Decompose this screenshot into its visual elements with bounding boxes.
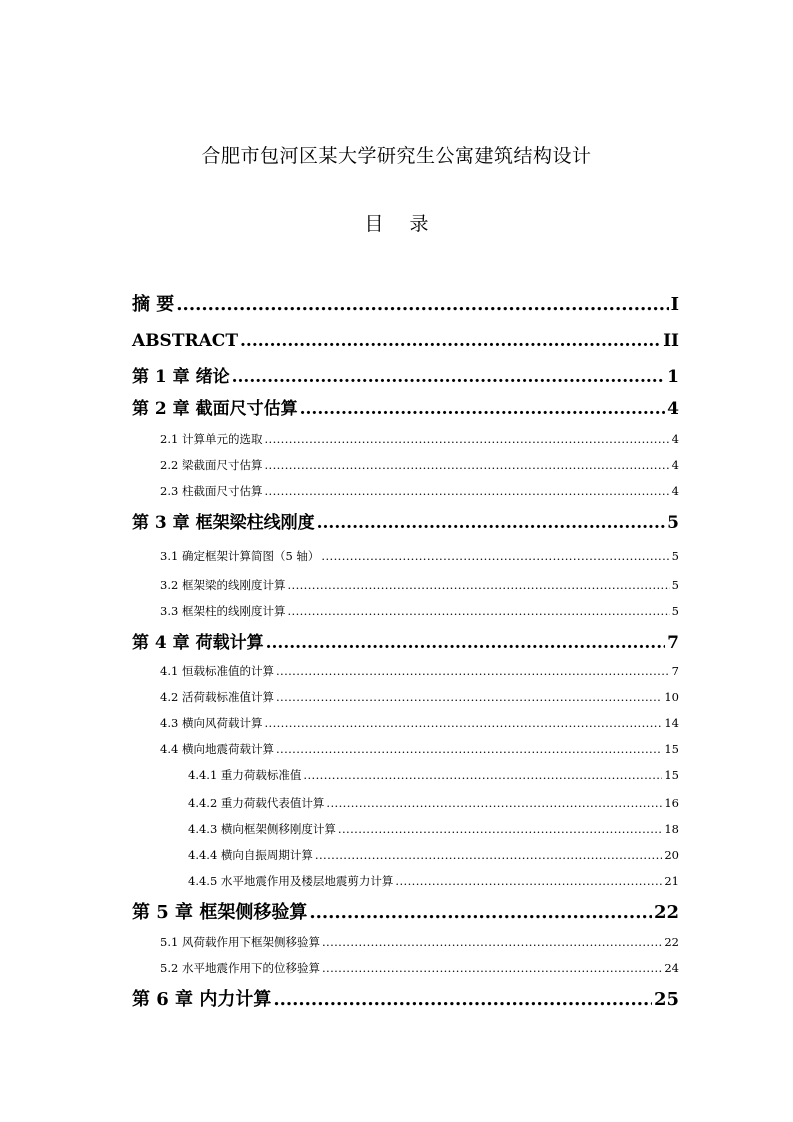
dot-leader bbox=[273, 988, 652, 1012]
toc-entry-page: 1 bbox=[667, 367, 679, 387]
toc-entry-chapter-5[interactable] bbox=[132, 901, 679, 925]
toc-entry-label: 第 6 章 内力计算 bbox=[132, 989, 272, 1010]
toc-entry-page: 4 bbox=[671, 484, 679, 498]
toc-entry-label: 第 3 章 框架梁柱线刚度 bbox=[132, 513, 315, 533]
toc-entry-abstract-cn[interactable] bbox=[132, 293, 679, 317]
dot-leader bbox=[266, 631, 666, 655]
toc-entry-label: 5.2 水平地震作用下的位移验算 bbox=[160, 961, 320, 975]
toc-entry-label: 第 1 章 绪论 bbox=[132, 367, 230, 387]
toc-entry-chapter-3[interactable] bbox=[132, 511, 679, 535]
dot-leader bbox=[315, 846, 662, 864]
dot-leader bbox=[300, 397, 666, 421]
toc-entry-page: II bbox=[663, 331, 679, 351]
dot-leader bbox=[264, 430, 669, 448]
toc-entry-4-4-5[interactable] bbox=[188, 872, 679, 890]
dot-leader bbox=[322, 933, 662, 951]
toc-entry-page: 4 bbox=[667, 399, 679, 419]
dot-leader bbox=[322, 959, 662, 977]
dot-leader bbox=[395, 872, 662, 890]
toc-entry-4-4[interactable] bbox=[160, 740, 679, 758]
toc-entry-page: 5 bbox=[671, 604, 679, 618]
toc-entry-page: 20 bbox=[664, 848, 679, 862]
toc-entry-label: 第 5 章 框架侧移验算 bbox=[132, 902, 308, 923]
toc-entry-page: 18 bbox=[664, 822, 679, 836]
toc-entry-4-2[interactable] bbox=[160, 688, 679, 706]
toc-entry-4-4-3[interactable] bbox=[188, 820, 679, 838]
toc-entry-4-3[interactable] bbox=[160, 714, 679, 732]
toc-entry-page: 7 bbox=[667, 633, 679, 653]
toc-entry-2-2[interactable] bbox=[160, 456, 679, 474]
dot-leader bbox=[303, 766, 662, 784]
toc-entry-3-2[interactable] bbox=[160, 576, 679, 594]
dot-leader bbox=[240, 329, 661, 353]
toc-entry-4-4-2[interactable] bbox=[188, 794, 679, 812]
toc-entry-3-3[interactable] bbox=[160, 602, 679, 620]
toc-heading: 目录 bbox=[364, 213, 455, 235]
toc-entry-label: 2.2 梁截面尺寸估算 bbox=[160, 458, 263, 472]
toc-entry-label: 5.1 风荷载作用下框架侧移验算 bbox=[160, 935, 320, 949]
toc-entry-page: 4 bbox=[671, 458, 679, 472]
toc-entry-label: 4.4.4 横向自振周期计算 bbox=[188, 848, 313, 862]
toc-entry-5-1[interactable] bbox=[160, 933, 679, 951]
toc-entry-label: 4.4.2 重力荷载代表值计算 bbox=[188, 796, 325, 810]
toc-entry-label: 3.2 框架梁的线刚度计算 bbox=[160, 578, 286, 592]
toc-entry-page: 15 bbox=[664, 768, 679, 782]
dot-leader bbox=[287, 576, 669, 594]
dot-leader bbox=[317, 511, 666, 535]
toc-entry-3-1[interactable] bbox=[160, 547, 679, 565]
toc-entry-label: ABSTRACT bbox=[132, 331, 238, 351]
toc-entry-page: 15 bbox=[664, 742, 679, 756]
dot-leader bbox=[321, 547, 669, 565]
toc-entry-chapter-1[interactable] bbox=[132, 365, 679, 389]
dot-leader bbox=[287, 602, 669, 620]
toc-entry-page: 21 bbox=[664, 874, 679, 888]
toc-entry-5-2[interactable] bbox=[160, 959, 679, 977]
toc-entry-label: 4.4.1 重力荷载标准值 bbox=[188, 768, 302, 782]
toc-entry-label: 4.1 恒载标准值的计算 bbox=[160, 664, 274, 678]
toc-entry-label: 摘 要 bbox=[132, 294, 175, 315]
dot-leader bbox=[326, 794, 662, 812]
dot-leader bbox=[264, 456, 669, 474]
dot-leader bbox=[232, 365, 666, 389]
toc-entry-4-4-4[interactable] bbox=[188, 846, 679, 864]
dot-leader bbox=[264, 482, 669, 500]
toc-entry-label: 2.1 计算单元的选取 bbox=[160, 432, 263, 446]
toc-entry-page: 5 bbox=[671, 549, 679, 563]
document-title: 合肥市包河区某大学研究生公寓建筑结构设计 bbox=[201, 145, 592, 167]
toc-entry-chapter-2[interactable] bbox=[132, 397, 679, 421]
toc-entry-page: 10 bbox=[664, 690, 679, 704]
toc-entry-label: 4.3 横向风荷载计算 bbox=[160, 716, 263, 730]
toc-entry-label: 4.4.3 横向框架侧移刚度计算 bbox=[188, 822, 336, 836]
toc-entry-label: 2.3 柱截面尺寸估算 bbox=[160, 484, 263, 498]
toc-entry-label: 第 2 章 截面尺寸估算 bbox=[132, 399, 298, 419]
toc-entry-page: 25 bbox=[653, 989, 679, 1010]
toc-entry-label: 4.4.5 水平地震作用及楼层地震剪力计算 bbox=[188, 874, 394, 888]
toc-entry-page: 4 bbox=[671, 432, 679, 446]
toc-entry-label: 3.1 确定框架计算简图（5 轴） bbox=[160, 549, 320, 563]
dot-leader bbox=[176, 293, 668, 317]
toc-entry-4-1[interactable] bbox=[160, 662, 679, 680]
toc-entry-label: 第 4 章 荷载计算 bbox=[132, 633, 264, 653]
toc-entry-page: 5 bbox=[667, 513, 679, 533]
toc-entry-4-4-1[interactable] bbox=[188, 766, 679, 784]
toc-entry-label: 4.4 横向地震荷载计算 bbox=[160, 742, 274, 756]
toc-entry-chapter-6[interactable] bbox=[132, 988, 679, 1012]
toc-entry-page: 7 bbox=[671, 664, 679, 678]
toc-entry-abstract-en[interactable] bbox=[132, 329, 679, 353]
toc-entry-chapter-4[interactable] bbox=[132, 631, 679, 655]
dot-leader bbox=[338, 820, 662, 838]
toc-entry-2-3[interactable] bbox=[160, 482, 679, 500]
dot-leader bbox=[276, 688, 662, 706]
toc-entry-page: I bbox=[670, 294, 679, 315]
toc-entry-page: 24 bbox=[664, 961, 679, 975]
dot-leader bbox=[276, 740, 662, 758]
toc-entry-page: 14 bbox=[664, 716, 679, 730]
dot-leader bbox=[264, 714, 662, 732]
toc-entry-page: 22 bbox=[664, 935, 679, 949]
toc-entry-label: 4.2 活荷载标准值计算 bbox=[160, 690, 274, 704]
dot-leader bbox=[309, 901, 652, 925]
dot-leader bbox=[276, 662, 670, 680]
toc-entry-label: 3.3 框架柱的线刚度计算 bbox=[160, 604, 286, 618]
toc-entry-page: 16 bbox=[664, 796, 679, 810]
toc-entry-2-1[interactable] bbox=[160, 430, 679, 448]
toc-entry-page: 22 bbox=[653, 902, 679, 923]
toc-entry-page: 5 bbox=[671, 578, 679, 592]
